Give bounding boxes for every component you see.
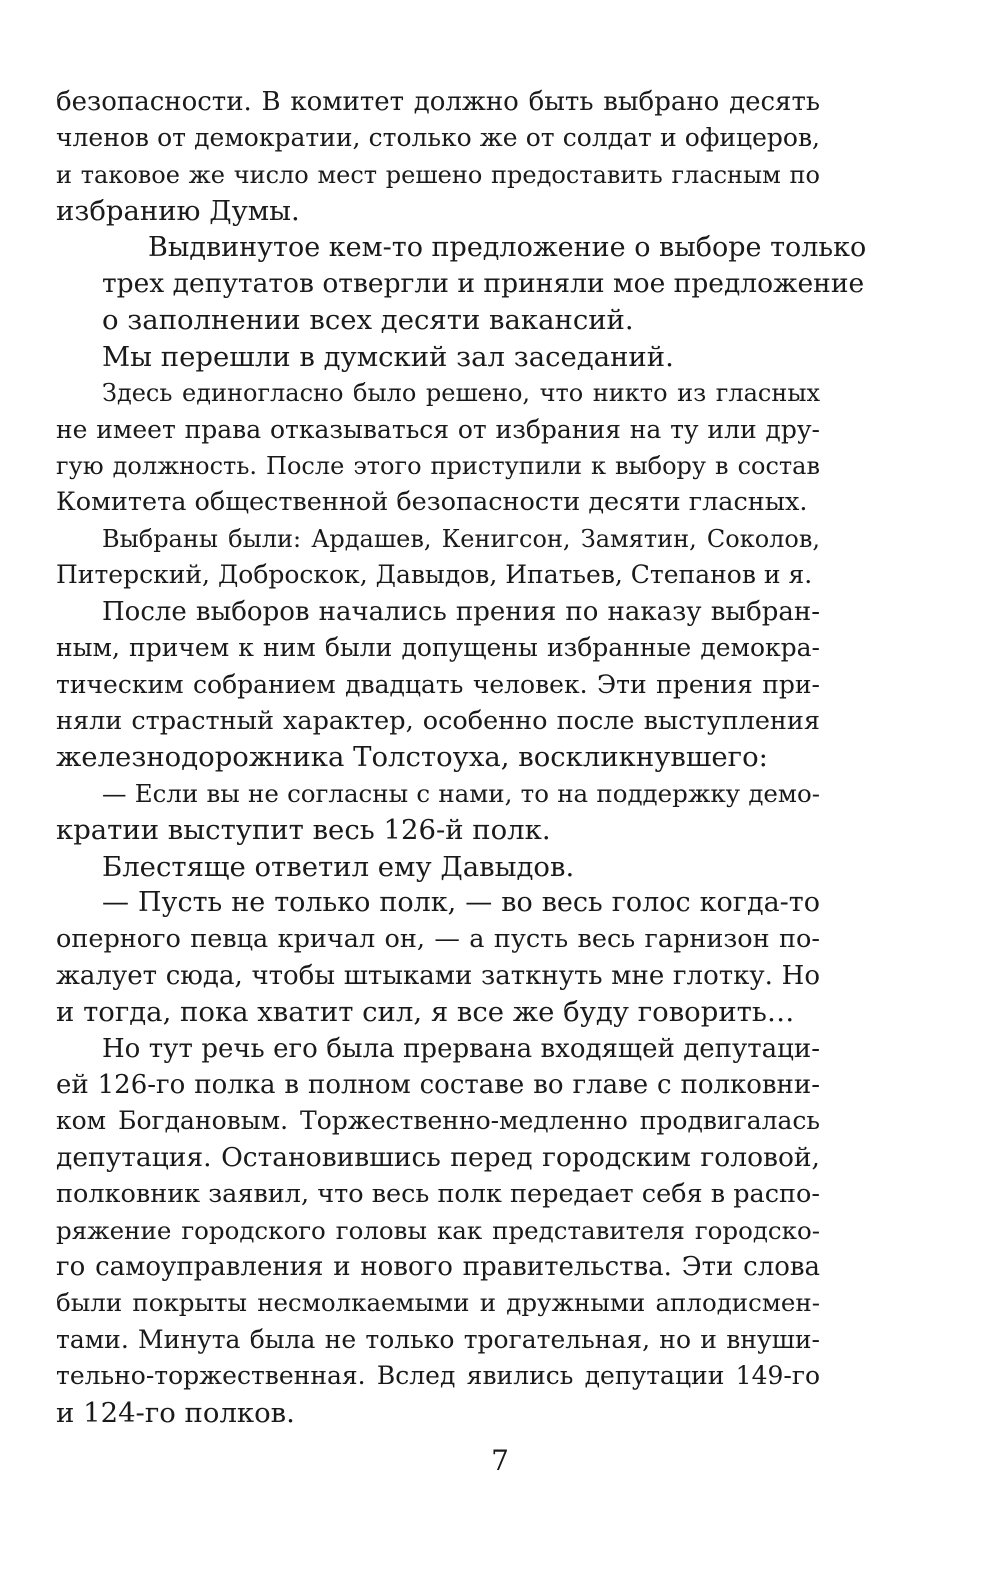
text-line: железнодорожника Толстоуха, воскликнувшего:	[56, 741, 768, 774]
paragraph	[56, 594, 820, 776]
text-line: — Если вы не согласны с нами, то на поддержку демо-	[102, 778, 820, 808]
text-line: ным, причем к ним были допущены избранные демокра-	[56, 633, 820, 663]
text-line: тельно-торжественная. Вслед явились депутации 149-го	[56, 1361, 820, 1391]
text-line: Комитета общественной безопасности десяти гласных.	[56, 487, 808, 518]
paragraph	[56, 1031, 820, 1431]
text-line: го самоуправления и нового правительства. Эти слова	[56, 1252, 820, 1282]
text-line: — Пусть не только полк, — во весь голос когда-то	[102, 886, 820, 918]
paragraph	[56, 776, 820, 849]
text-line: ей 126-го полка в полном составе во главе с полковни-	[56, 1069, 820, 1100]
paragraph	[56, 84, 820, 230]
text-line: Питерский, Доброскок, Давыдов, Ипатьев, Степанов и я.	[56, 560, 813, 590]
text-line: тами. Минута была не только трогательная, но и внуши-	[56, 1324, 820, 1354]
page-number: 7	[491, 1444, 509, 1477]
text-line: и тогда, пока хватит сил, я все же буду говорить…	[56, 996, 795, 1029]
text-line: няли страстный характер, особенно после выступления	[56, 705, 820, 736]
text-line: полковник заявил, что весь полк передает себя в распо-	[56, 1179, 820, 1210]
paragraph	[56, 375, 820, 521]
text-line: безопасности. В комитет должно быть выбрано десять	[56, 87, 820, 117]
text-line: Но тут речь его была прервана входящей депутаци-	[102, 1033, 820, 1064]
text-line: и таковое же число мест решено предоставить гласным по	[56, 160, 820, 189]
text-line: депутация. Остановившись перед городским головой,	[56, 1141, 820, 1173]
text-line: ряжение городского головы как представителя городско-	[56, 1215, 820, 1245]
text-line: Выдвинутое кем-то предложение о выборе только	[148, 231, 867, 263]
page-body-text	[56, 84, 867, 1431]
text-line: Мы перешли в думский зал заседаний.	[102, 340, 674, 373]
text-line: и 124-го полков.	[56, 1396, 295, 1429]
text-line: избранию Думы.	[56, 195, 300, 228]
text-line: жалует сюда, чтобы штыками заткнуть мне глотку. Но	[56, 960, 820, 991]
text-line: После выборов начались прения по наказу выбран-	[102, 596, 820, 627]
paragraph	[56, 339, 820, 375]
paragraph	[56, 230, 867, 339]
text-line: Выбраны были: Ардашев, Кенигсон, Замятин, Соколов,	[102, 524, 820, 553]
text-line: Блестяще ответил ему Давыдов.	[102, 850, 575, 883]
text-line: не имеет права отказываться от избрания на ту или дру-	[56, 414, 820, 444]
text-line: были покрыты несмолкаемыми и дружными аплодисмен-	[56, 1288, 820, 1318]
text-line: членов от демократии, столько же от солдат и офицеров,	[56, 123, 820, 153]
text-line: трех депутатов отвергли и приняли мое предложение	[102, 268, 865, 300]
paragraph	[56, 885, 820, 1031]
text-line: о заполнении всех десяти вакансий.	[102, 304, 634, 337]
text-line: гую должность. После этого приступили к выбору в состав	[56, 452, 820, 481]
text-line: Здесь единогласно было решено, что никто из гласных	[102, 379, 820, 408]
text-line: кратии выступит весь 126-й полк.	[56, 814, 551, 847]
text-line: ком Богдановым. Торжественно-медленно продвигалась	[56, 1106, 820, 1136]
paragraph	[56, 849, 820, 885]
text-line: оперного певца кричал он, — а пусть весь гарнизон по-	[56, 924, 820, 955]
text-line: тическим собранием двадцать человек. Эти прения при-	[56, 669, 820, 699]
paragraph	[56, 521, 820, 594]
